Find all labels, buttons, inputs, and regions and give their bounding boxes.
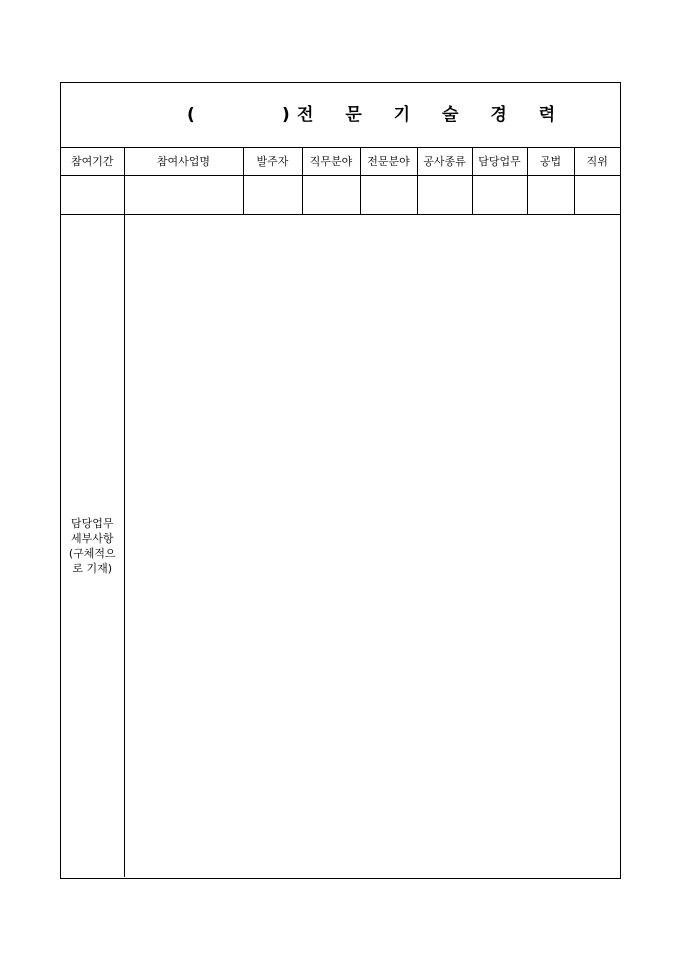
form-title: 전 문 기 술 경 력 <box>297 105 569 125</box>
detail-label-line: (구체적으 <box>68 547 116 560</box>
entry-specialty-field-cell[interactable] <box>360 176 417 215</box>
entry-position-cell[interactable] <box>574 176 620 215</box>
entry-assigned-duty-cell[interactable] <box>472 176 527 215</box>
entry-job-field-cell[interactable] <box>302 176 360 215</box>
header-method: 공법 <box>527 147 574 176</box>
header-participation-period: 참여기간 <box>61 147 124 176</box>
header-row <box>61 147 620 176</box>
detail-content-cell[interactable] <box>124 215 620 878</box>
detail-label-line: 로 기재) <box>72 562 113 575</box>
header-job-field: 직무분야 <box>302 147 360 176</box>
detail-row <box>61 215 620 878</box>
detail-label-line: 세부사항 <box>70 532 114 545</box>
entry-participation-period-cell[interactable] <box>61 176 124 215</box>
header-project-name: 참여사업명 <box>124 147 243 176</box>
career-form <box>60 82 621 879</box>
header-construction-type: 공사종류 <box>417 147 472 176</box>
entry-method-cell[interactable] <box>527 176 574 215</box>
header-position: 직위 <box>574 147 620 176</box>
header-specialty-field: 전문분야 <box>360 147 417 176</box>
header-client: 발주자 <box>243 147 302 176</box>
detail-label-line: 담당업무 <box>70 517 114 530</box>
title-paren-close: ) <box>282 105 290 125</box>
detail-label <box>61 516 124 576</box>
header-assigned-duty: 담당업무 <box>472 147 527 176</box>
entry-row <box>61 176 620 215</box>
entry-construction-type-cell[interactable] <box>417 176 472 215</box>
form-title-row <box>61 83 620 148</box>
entry-project-name-cell[interactable] <box>124 176 243 215</box>
detail-label-cell <box>61 215 124 878</box>
entry-client-cell[interactable] <box>243 176 302 215</box>
title-paren-open: ( <box>187 105 195 125</box>
career-table <box>61 147 620 877</box>
